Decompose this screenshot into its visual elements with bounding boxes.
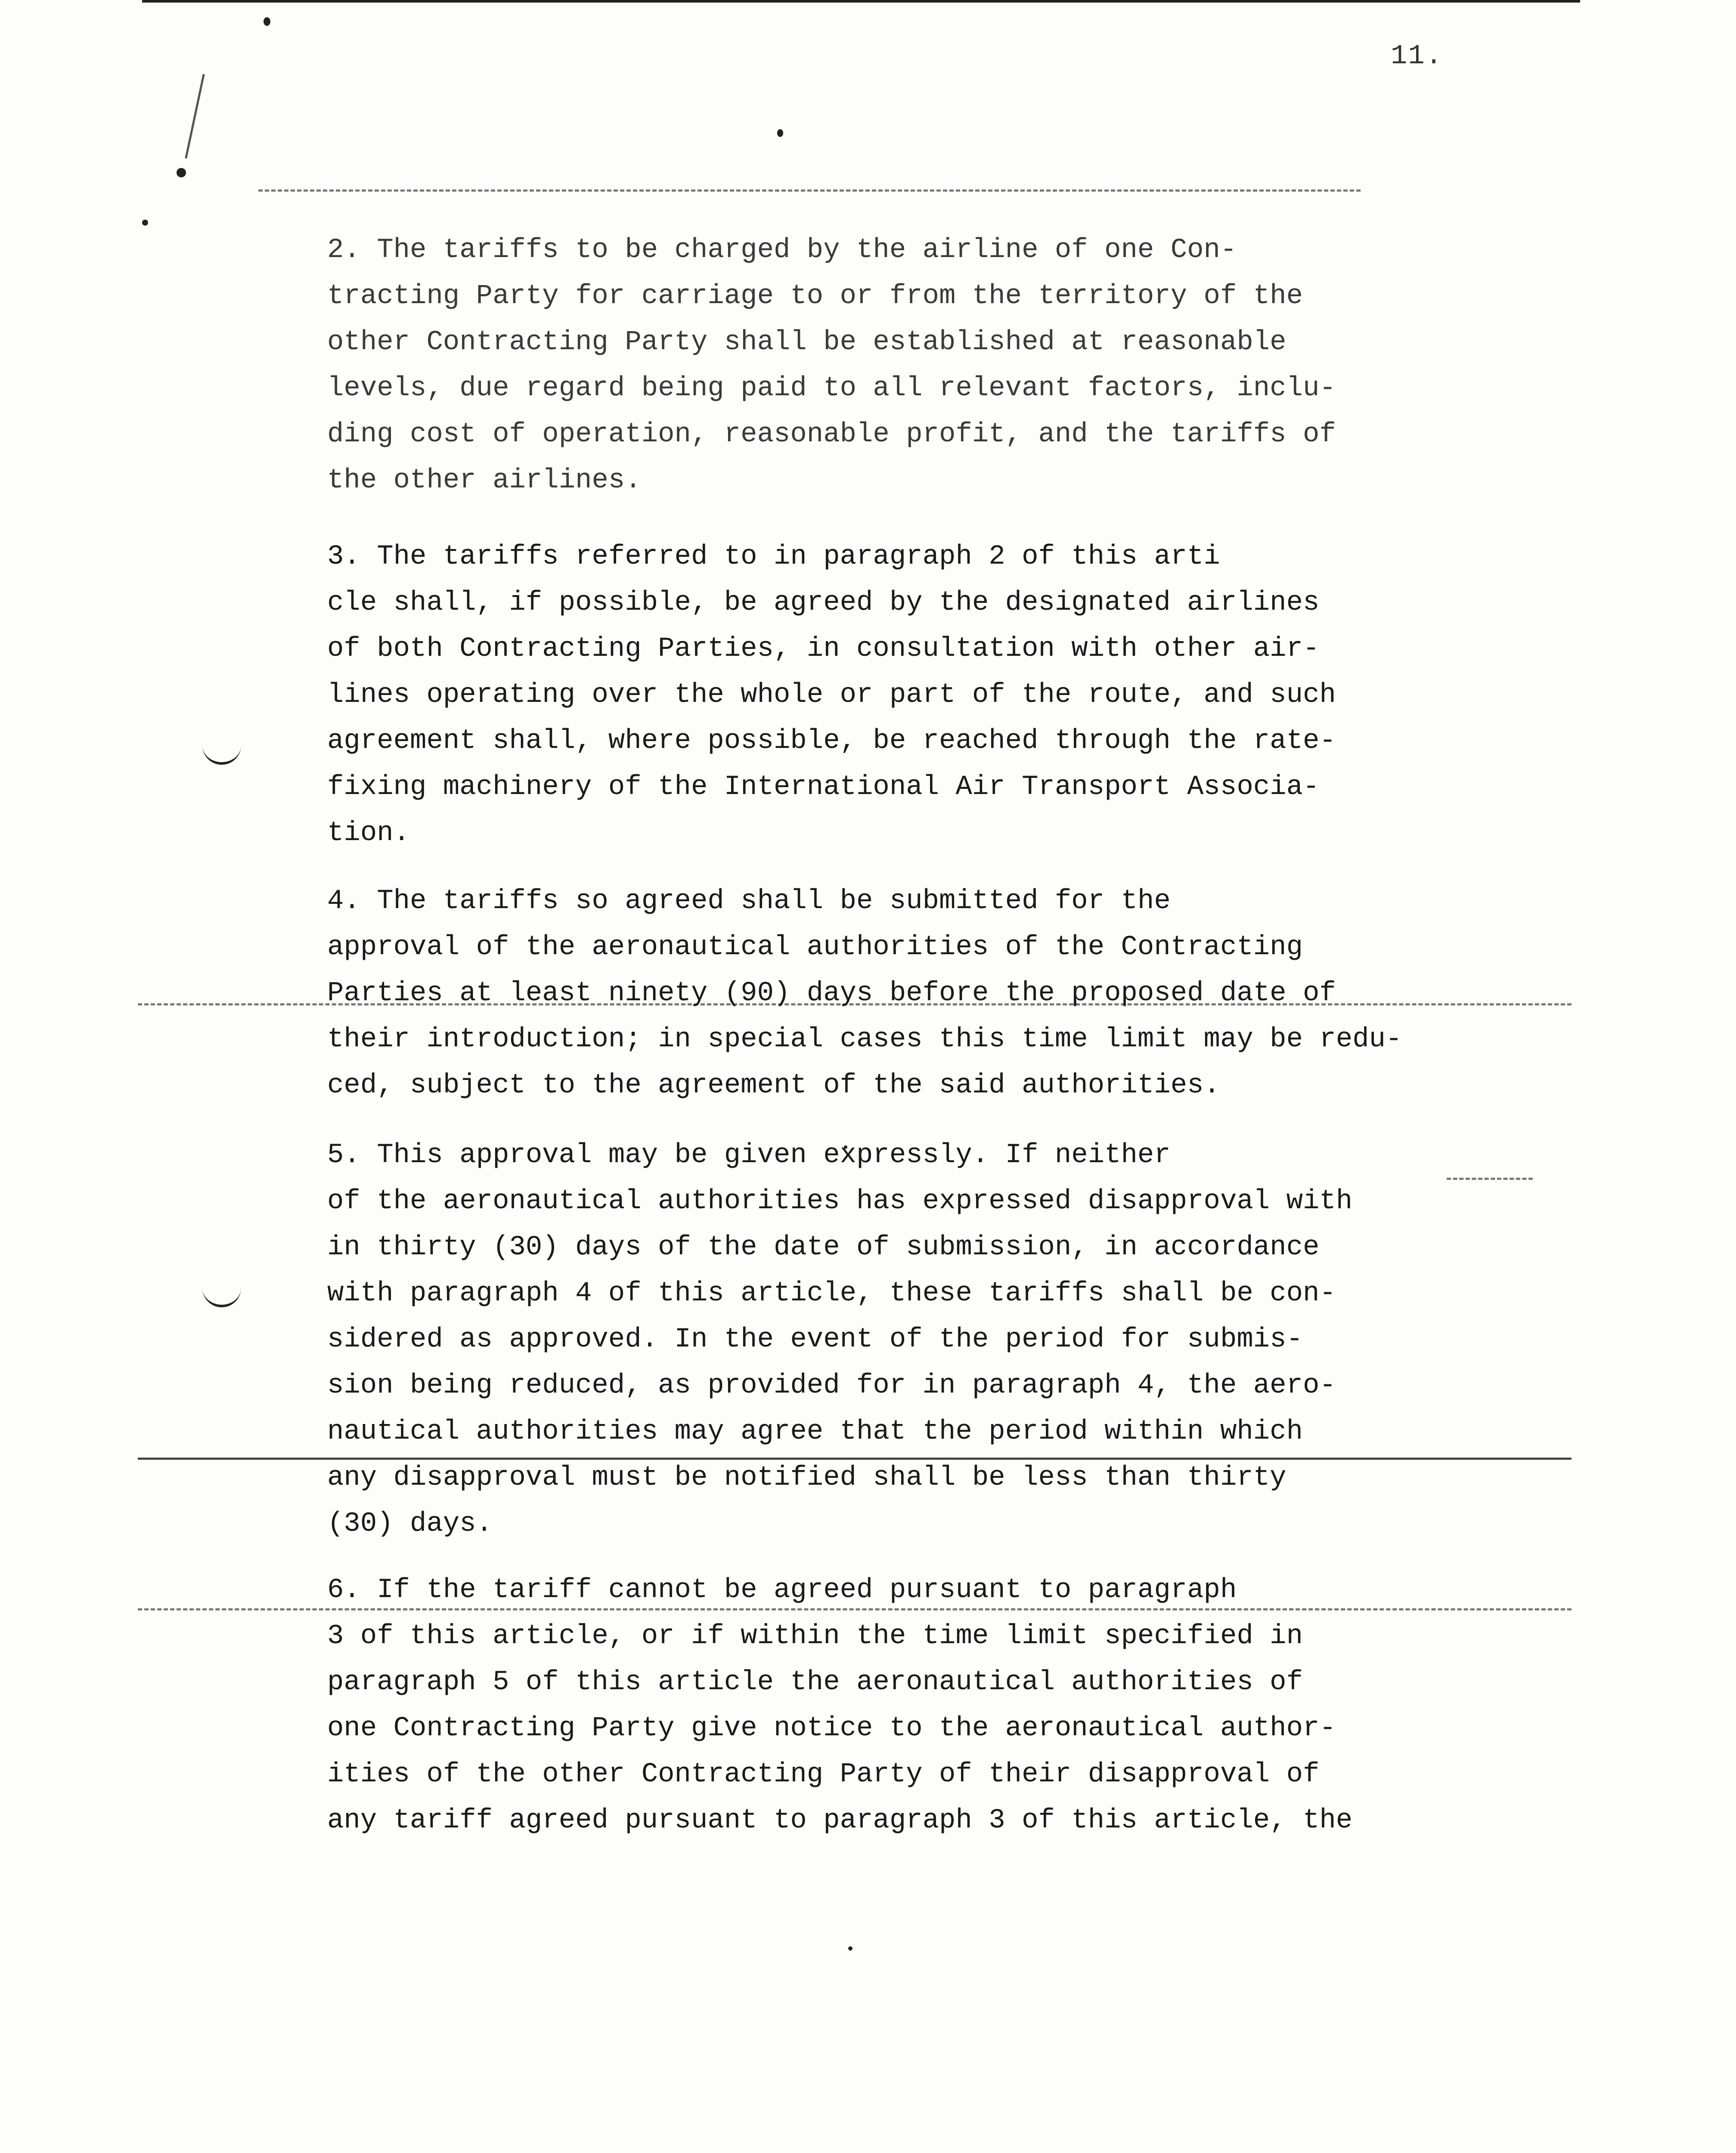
paragraph-3: 3. The tariffs referred to in paragraph 2 of this arti cle shall, if possible, be agreed by the designated airlines of both Contracting Parties, in consultation with other air- lines operating over the whole or part of the route, and such agreement shall, where possible, be reached through the rate- fixing machinery of the International Air Transport Associa- tion. (327, 541, 1336, 849)
scan-speck (777, 129, 783, 137)
margin-bracket-mark (202, 1287, 241, 1307)
header-dashed-rule (258, 189, 1361, 192)
scan-speck (142, 220, 148, 226)
paragraph-6: 6. If the tariff cannot be agreed pursuant to paragraph 3 of this article, or if within the time limit specified in paragraph 5 of this article the aeronautical authorities of one Contracting Party give notice to the aeronautical author- ities of the other Contracting Party of their disapproval of any tariff agreed pursuant to paragraph 3 of this article, the (327, 1575, 1353, 1836)
margin-mark (185, 74, 205, 159)
paragraph-2: 2. The tariffs to be charged by the airline of one Con- tracting Party for carriage to or from the territory of the other Contracting Party shall be established at reasonable levels, due regard being paid to all relevant factors, inclu- ding cost of operation, reasonable profit, and the tariffs of the other airlines. (327, 235, 1336, 496)
margin-bracket-mark (202, 745, 241, 765)
paragraph-5-rule-top (1447, 1178, 1533, 1180)
paragraph-4: 4. The tariffs so agreed shall be submitted for the approval of the aeronautical authorities of the Contracting Parties at least ninety (90) days before the proposed date of their introduction; in special cases this time limit may be redu- ced, subject to the agreement of the said authorities. (327, 886, 1402, 1101)
scan-speck (264, 17, 270, 26)
scan-speck (177, 168, 186, 177)
top-border-line (142, 0, 1580, 3)
paragraph-5: 5. This approval may be given expressly. If neither of the aeronautical authorities has expressed disapproval with in thirty (30) days of the date of submission, in accordance with paragraph 4 of this article, these tariffs shall be con- sidered as approved. In the event of the period for submis- sion being reduced, as provided for in paragraph 4, the aero- nautical authorities may agree that the period within which any disapproval must be notified shall be less than thirty (30) days. (327, 1140, 1353, 1539)
page-number: 11. (1391, 41, 1443, 72)
scan-speck (848, 1946, 852, 1951)
